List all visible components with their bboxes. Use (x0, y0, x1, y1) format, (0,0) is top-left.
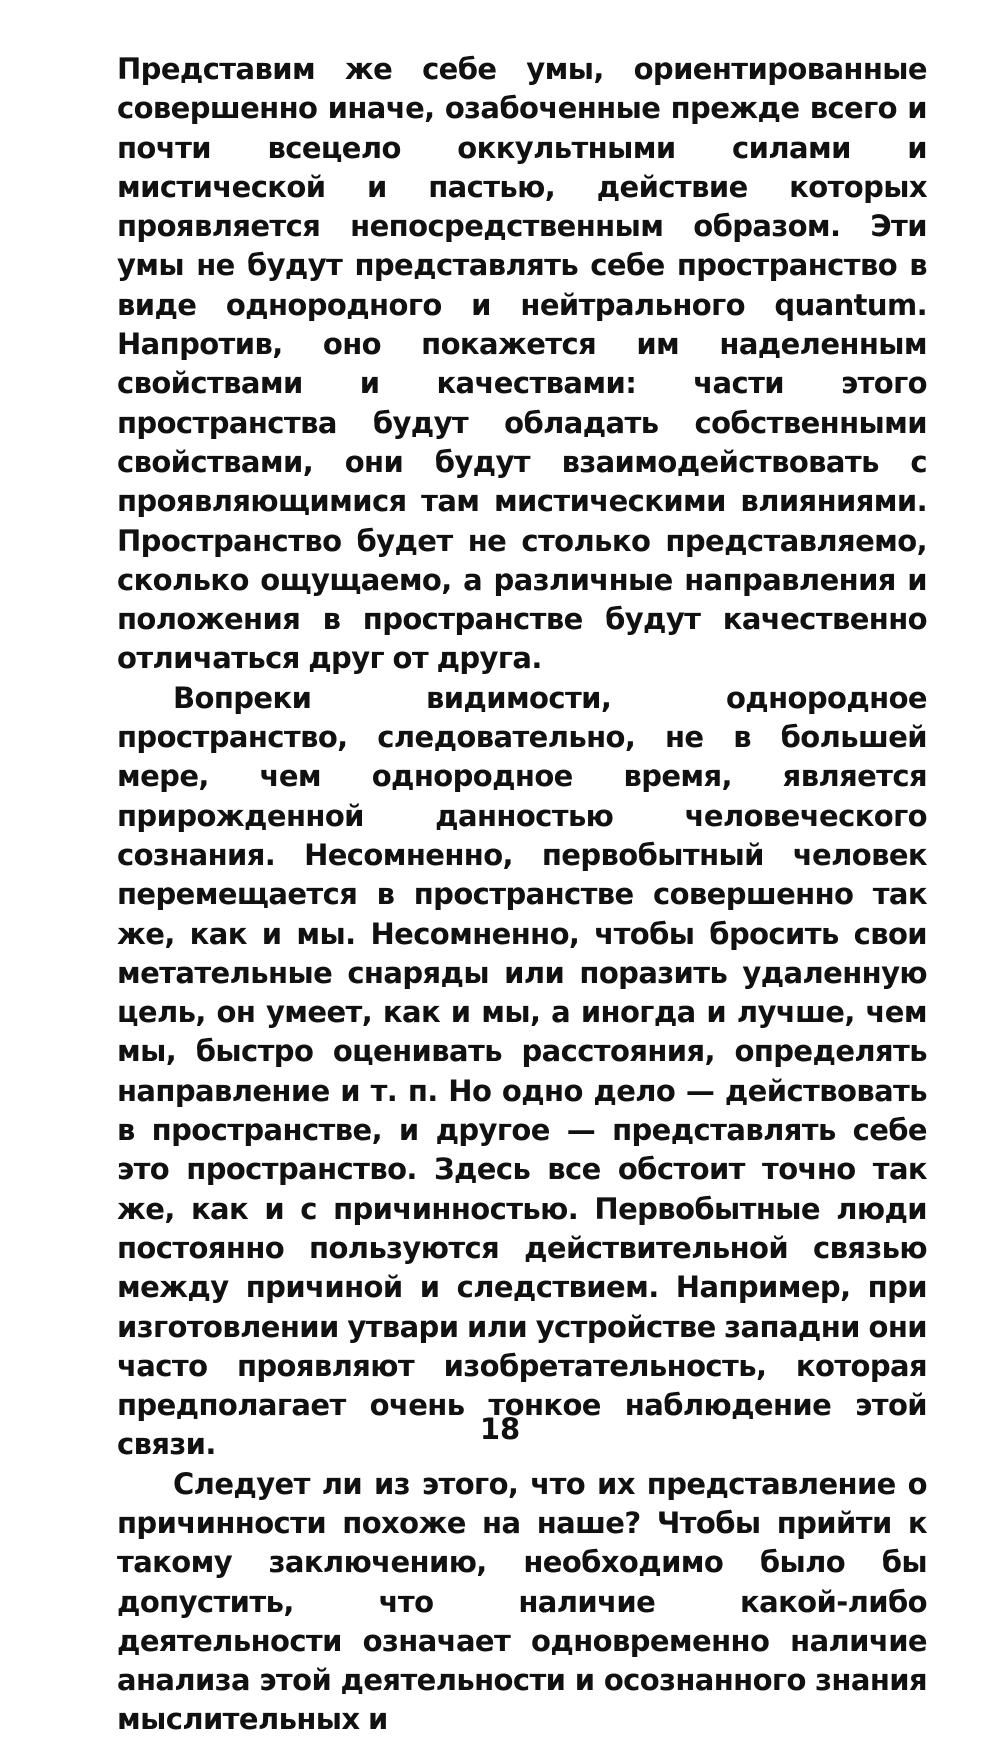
page-number: 18 (479, 1412, 521, 1446)
paragraph-1: Представим же себе умы, ориентированные совершенно иначе, озабоченные прежде всего и почти всецело оккультными силами и мистической и пастью, действие которых проявляется непосредственным образом. Эти умы не будут представлять себе пространство в виде однородного и нейтрального quantum. Напротив, оно покажется им наделенным свойствами и качествами: части этого пространства будут обладать собственными свойствами, они будут взаимодействовать с проявляющимися там мистическими влияниями. Пространство будет не столько представляемо, сколько ощущаемо, а различные направления и положения в пространстве будут качественно отличаться друг от друга. (117, 52, 927, 676)
paragraph-2: Вопреки видимости, однородное пространство, следовательно, не в большей мере, чем однородное время, является прирожденной данностью человеческого сознания. Несомненно, первобытный человек перемещается в пространстве совершенно так же, как и мы. Несомненно, чтобы бросить свои метательные снаряды или поразить удаленную цель, он умеет, как и мы, а иногда и лучше, чем мы, быстро оценивать расстояния, определять направление и т. п. Но одно дело — действовать в пространстве, и другое — представлять себе это пространство. Здесь все обстоит точно так же, как и с причинностью. Первобытные люди постоянно пользуются действительной связью между причиной и следствием. Например, при изготовлении утвари или устройстве западни они часто проявляют изобретательность, которая предполагает очень тонкое наблюдение этой связи. (117, 680, 927, 1462)
body-text (117, 50, 927, 1740)
paragraph-3: Следует ли из этого, что их представление о причинности похоже на наше? Чтобы прийти к такому заключению, необходимо было бы допустить, что наличие какой-либо деятельности означает одновременно наличие анализа этой деятельности и осознанного знания мыслительных и (117, 1466, 927, 1737)
